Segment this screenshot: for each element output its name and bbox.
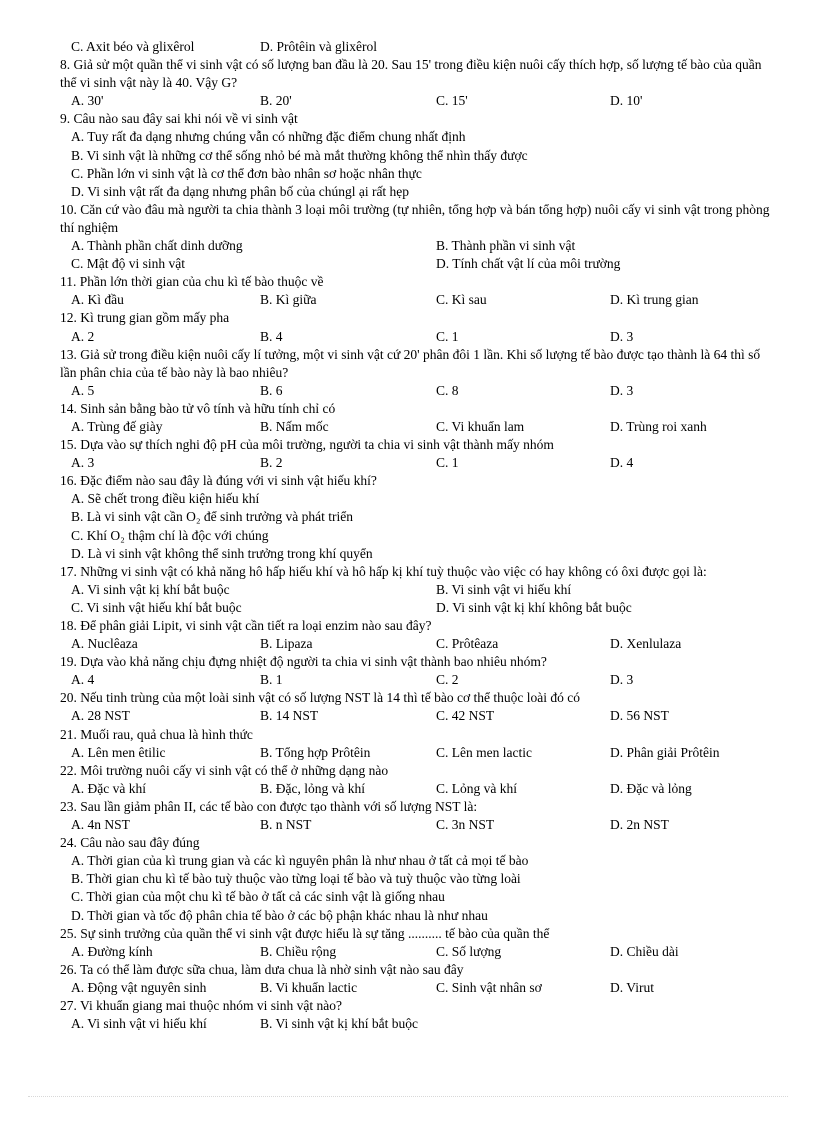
question-stem: 17. Những vi sinh vật có khả năng hô hấp hiếu khí và hô hấp kị khí tuỳ thuộc vào việc có hay không có ôxi được gọi là: <box>60 563 707 579</box>
question <box>60 110 772 200</box>
answer-option-d: D. 56 NST <box>610 708 669 724</box>
question-stem: 22. Môi trường nuôi cấy vi sinh vật có thể ở những dạng nào <box>60 762 389 778</box>
answer-option-c: C. Khí O₂ thậm chí là độc với chúng <box>71 527 269 543</box>
question-stem: 15. Dựa vào sự thích nghi độ pH của môi trường, người ta chia vi sinh vật thành mấy nhóm <box>60 437 554 453</box>
answer-option-c: C. Lên men lactic <box>436 744 532 760</box>
answer-option-c: C. Phần lớn vi sinh vật là cơ thể đơn bào nhân sơ hoặc nhân thực <box>71 165 422 181</box>
question-stem: 10. Căn cứ vào đâu mà người ta chia thành 3 loại môi trường (tự nhiên, tổng hợp và bán tổng hợp) nuôi cấy vi sinh vật trong phòng thí nghiệm <box>60 201 770 235</box>
answer-option-c: C. 1 <box>436 455 459 471</box>
answer-option-b: B. 2 <box>260 455 283 471</box>
question-stem: 8. Giả sử một quần thể vi sinh vật có số lượng ban đầu là 20. Sau 15' trong điều kiện nuôi cấy thích hợp, số lượng tế bào của quần thể vi sinh vật này là 40. Vậy G? <box>60 57 762 91</box>
answer-option-a: A. Đường kính <box>71 943 153 959</box>
question <box>60 925 772 961</box>
question-stem: 25. Sự sinh trưởng của quần thể vi sinh vật được hiểu là sự tăng .......... tế bào của quần thể <box>60 925 550 941</box>
answer-option-d: D. Đặc và lỏng <box>610 780 692 796</box>
answer-option-c: C. Kì sau <box>436 292 487 308</box>
question <box>60 346 772 400</box>
question-stem: 18. Để phân giải Lipit, vi sinh vật cần tiết ra loại enzim nào sau đây? <box>60 618 432 633</box>
answer-option-a: A. Sẽ chết trong điều kiện hiếu khí <box>71 491 260 507</box>
answer-option-c: C. 42 NST <box>436 708 495 724</box>
answer-option-b: B. 20' <box>260 93 292 109</box>
question <box>60 834 772 924</box>
page-bottom-rule <box>28 1096 788 1097</box>
answer-option-a: A. Đặc và khí <box>71 780 146 796</box>
answer-option-c: C. Vi khuẩn lam <box>436 418 525 434</box>
question-7-options <box>60 38 772 56</box>
answer-option-a: A. Lên men êtilic <box>71 744 166 760</box>
answer-options <box>60 237 772 273</box>
answer-option-d: D. Chiều dài <box>610 943 679 959</box>
answer-option-a: A. 5 <box>71 382 95 398</box>
question <box>60 617 772 653</box>
answer-option-a: A. Kì đầu <box>71 292 124 308</box>
answer-option-d: D. 10' <box>610 93 643 109</box>
answer-options <box>60 328 772 346</box>
answer-option-b: B. 14 NST <box>260 708 319 724</box>
answer-option-b: B. 6 <box>260 382 283 398</box>
answer-option-d: D. 4 <box>610 455 634 471</box>
question <box>60 762 772 798</box>
answer-option-c: C. Lỏng và khí <box>436 780 517 796</box>
answer-option-b: B. Kì giữa <box>260 292 317 308</box>
answer-option-a: A. Vi sinh vật vi hiếu khí <box>71 1016 207 1032</box>
answer-options <box>60 671 772 689</box>
answer-option-b: B. n NST <box>260 817 312 833</box>
answer-options <box>60 852 772 924</box>
answer-option-d: D. Kì trung gian <box>610 292 699 308</box>
question-stem: 19. Dựa vào khả năng chịu đựng nhiệt độ người ta chia vi sinh vật thành bao nhiêu nhóm? <box>60 654 547 670</box>
question-stem: 12. Kì trung gian gồm mấy pha <box>60 310 230 326</box>
answer-option-a: A. Động vật nguyên sinh <box>71 979 207 995</box>
answer-option-a: A. 30' <box>71 93 104 109</box>
answer-option-d: D. Xenlulaza <box>610 636 682 652</box>
question <box>60 201 772 273</box>
answer-option-d: D. Virut <box>610 979 654 995</box>
answer-option-d: D. Tính chất vật lí của môi trường <box>436 256 621 272</box>
question-stem: 9. Câu nào sau đây sai khi nói về vi sinh vật <box>60 111 298 127</box>
answer-options <box>60 744 772 762</box>
question-stem: 21. Muối rau, quả chua là hình thức <box>60 726 253 742</box>
answer-options <box>60 816 772 834</box>
answer-option-d: D. 3 <box>610 672 634 688</box>
answer-options <box>60 780 772 798</box>
answer-option-b: B. Thành phần vi sinh vật <box>436 238 576 254</box>
answer-option-c: C. 2 <box>436 672 459 688</box>
question-stem: 27. Vi khuẩn giang mai thuộc nhóm vi sinh vật nào? <box>60 997 343 1013</box>
answer-option-c: C. Thời gian của một chu kì tế bào ở tất cả các sinh vật là giống nhau <box>71 889 445 905</box>
answer-option-b: B. 1 <box>260 672 283 688</box>
answer-option-d: D. Phân giải Prôtêin <box>610 744 720 760</box>
answer-option-a: A. 2 <box>71 328 95 344</box>
question <box>60 798 772 834</box>
answer-options <box>60 635 772 653</box>
answer-option-b: B. Lipaza <box>260 636 313 652</box>
question-7-continued <box>60 38 772 56</box>
question <box>60 563 772 617</box>
answer-option-d: D. Vi sinh vật rất đa dạng nhưng phân bố của chúngl ại rất hẹp <box>71 183 410 199</box>
question-list <box>60 56 772 1033</box>
question-stem: 26. Ta có thể làm được sữa chua, làm dưa chua là nhờ sinh vật nào sau đây <box>60 961 464 977</box>
answer-option-c: C. 8 <box>436 382 459 398</box>
answer-options <box>60 943 772 961</box>
answer-option-b: B. Là vi sinh vật cần O₂ để sinh trưởng và phát triển <box>71 509 353 525</box>
answer-option-c: C. 15' <box>436 93 468 109</box>
option-d: D. Prôtêin và glixêrol <box>260 39 377 54</box>
answer-option-b: B. Chiều rộng <box>260 943 337 959</box>
answer-option-d: D. Trùng roi xanh <box>610 418 707 434</box>
answer-options <box>60 418 772 436</box>
answer-option-a: A. Tuy rất đa dạng nhưng chúng vẫn có những đặc điểm chung nhất định <box>71 129 466 145</box>
answer-options <box>60 707 772 725</box>
answer-options <box>60 92 772 110</box>
question-stem: 16. Đặc điểm nào sau đây là đúng với vi sinh vật hiếu khí? <box>60 473 377 489</box>
answer-option-d: D. 3 <box>610 328 634 344</box>
answer-option-a: A. 4 <box>71 672 95 688</box>
answer-options <box>60 979 772 997</box>
answer-option-c: C. Sinh vật nhân sơ <box>436 979 542 995</box>
question <box>60 273 772 309</box>
question <box>60 56 772 110</box>
answer-option-b: B. Vi sinh vật vi hiếu khí <box>436 581 572 597</box>
question-stem: 11. Phần lớn thời gian của chu kì tế bào thuộc về <box>60 274 324 290</box>
answer-option-b: B. Nấm mốc <box>260 418 329 434</box>
answer-option-d: D. Thời gian và tốc độ phân chia tế bào ở các bộ phận khác nhau là như nhau <box>71 907 488 923</box>
question-stem: 24. Câu nào sau đây đúng <box>60 835 200 851</box>
answer-option-b: B. Vi sinh vật kị khí bắt buộc <box>260 1016 418 1032</box>
answer-option-c: C. 3n NST <box>436 817 495 833</box>
answer-option-d: D. 2n NST <box>610 817 669 833</box>
answer-option-b: B. Tổng hợp Prôtêin <box>260 744 371 760</box>
answer-option-b: B. Thời gian chu kì tế bào tuỳ thuộc vào từng loại tế bào và tuỳ thuộc vào từng loài <box>71 871 521 887</box>
answer-option-a: A. Thành phần chất dinh dưỡng <box>71 238 243 254</box>
question <box>60 309 772 345</box>
answer-options <box>60 128 772 200</box>
answer-option-a: A. Nuclêaza <box>71 636 138 652</box>
answer-options <box>60 291 772 309</box>
question <box>60 653 772 689</box>
answer-options <box>60 382 772 400</box>
answer-option-b: B. Vi khuẩn lactic <box>260 979 358 995</box>
answer-option-b: B. Vi sinh vật là những cơ thể sống nhỏ bé mà mắt thường không thể nhìn thấy được <box>71 147 528 163</box>
answer-option-b: B. Đặc, lỏng và khí <box>260 780 365 796</box>
answer-option-d: D. Là vi sinh vật không thể sinh trưởng trong khí quyển <box>71 545 373 561</box>
answer-options <box>60 1015 772 1033</box>
question <box>60 472 772 562</box>
question <box>60 997 772 1033</box>
answer-option-c: C. 1 <box>436 328 459 344</box>
answer-option-c: C. Mật độ vi sinh vật <box>71 256 185 272</box>
answer-option-d: D. 3 <box>610 382 634 398</box>
question <box>60 689 772 725</box>
answer-option-a: A. Vi sinh vật kị khí bắt buộc <box>71 581 230 597</box>
answer-option-a: A. Thời gian của kì trung gian và các kì nguyên phân là như nhau ở tất cả mọi tế bào <box>71 853 529 869</box>
option-c: C. Axit béo và glixêrol <box>71 39 195 54</box>
question <box>60 400 772 436</box>
question <box>60 436 772 472</box>
question-stem: 14. Sinh sản bằng bào tử vô tính và hữu tính chỉ có <box>60 400 336 416</box>
answer-option-c: C. Prôtêaza <box>436 636 499 652</box>
question-stem: 20. Nếu tinh trùng của một loài sinh vật có số lượng NST là 14 thì tế bào cơ thể thuộc loài đó có <box>60 690 581 706</box>
answer-option-d: D. Vi sinh vật kị khí không bắt buộc <box>436 599 632 615</box>
answer-option-a: A. 4n NST <box>71 817 130 833</box>
answer-option-c: C. Vi sinh vật hiếu khí bắt buộc <box>71 599 242 615</box>
answer-option-a: A. Trùng đế giày <box>71 418 163 434</box>
answer-option-a: A. 3 <box>71 455 95 471</box>
answer-options <box>60 454 772 472</box>
answer-option-a: A. 28 NST <box>71 708 130 724</box>
question-stem: 23. Sau lần giảm phân II, các tế bào con được tạo thành với số lượng NST là: <box>60 798 478 814</box>
answer-option-c: C. Số lượng <box>436 943 502 959</box>
question <box>60 961 772 997</box>
question <box>60 726 772 762</box>
answer-options <box>60 581 772 617</box>
answer-option-b: B. 4 <box>260 328 283 344</box>
answer-options <box>60 490 772 562</box>
question-stem: 13. Giả sử trong điều kiện nuôi cấy lí tưởng, một vi sinh vật cứ 20' phân đôi 1 lần. Khi số lượng tế bào được tạo thành là 64 thì số lần phân chia của tế bào này là bao nhiêu? <box>60 346 761 380</box>
document-body <box>60 38 772 1033</box>
